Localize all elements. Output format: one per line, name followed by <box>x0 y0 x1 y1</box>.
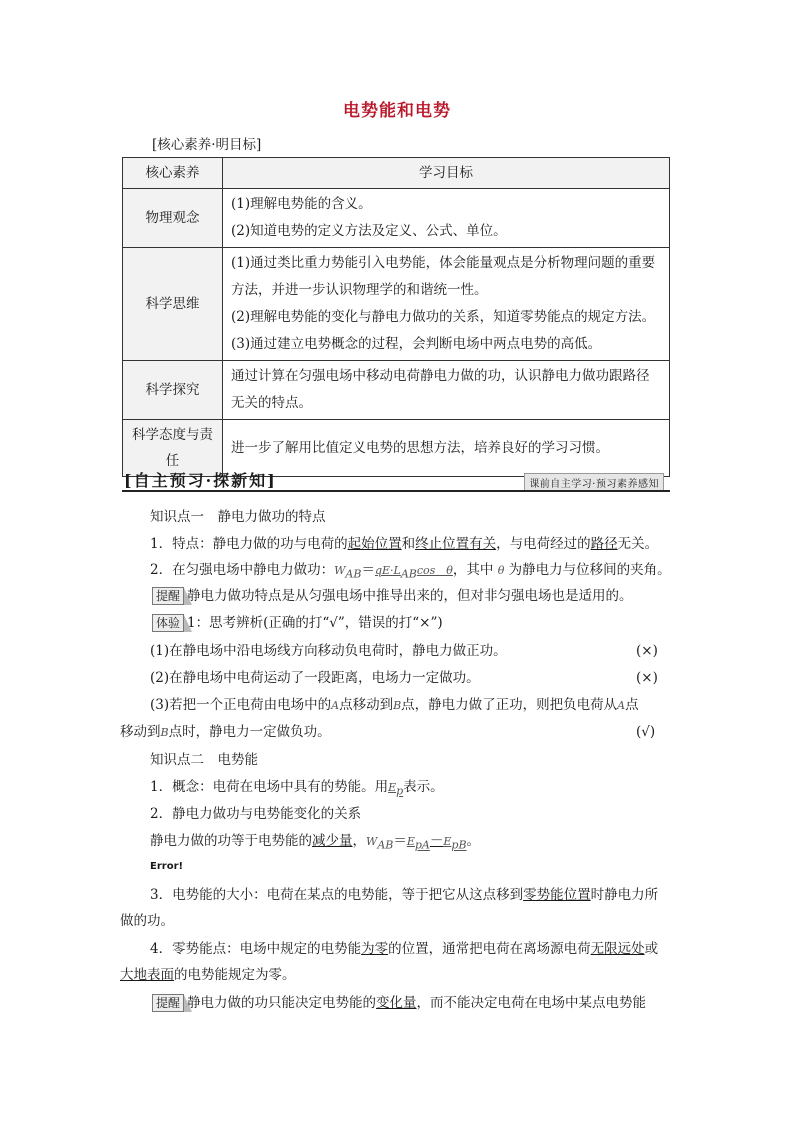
table-row <box>123 248 670 361</box>
table-header: 学习目标 <box>223 158 670 189</box>
answer-2: (×) <box>636 670 658 686</box>
table-cell-category: 科学思维 <box>123 248 223 361</box>
kp2-tip: 提醒 静电力做的功只能决定电势能的变化量，而不能决定电荷在电场中某点电势能 <box>152 992 646 1014</box>
error-text: Error! <box>150 861 184 872</box>
goals-table <box>122 157 670 477</box>
kp2-line-4-cont: 做的功。 <box>120 913 174 929</box>
tip-label: 提醒 <box>152 994 184 1012</box>
goal-item: (2)理解电势能的变化与静电力做功的关系，知道零势能点的规定方法。 <box>231 309 656 325</box>
kp1-experience: 体验 1：思考辨析(正确的打“√”，错误的打“×”) <box>152 612 443 634</box>
section-title: [自主预习·探新知] <box>124 471 277 490</box>
goal-item: 通过计算在匀强电场中移动电荷静电力做的功，认识静电力做功跟路径无关的特点。 <box>231 368 650 411</box>
tip-label: 提醒 <box>152 587 184 605</box>
kp2-line-2: 2．静电力做功与电势能变化的关系 <box>150 806 362 822</box>
kp1-heading: 知识点一 静电力做功的特点 <box>150 509 326 525</box>
answer-3: (√) <box>636 724 656 740</box>
kp1-line-2: 2．在匀强电场中静电力做功：$W_{AB}=qE\cdot L_{AB}\cos$ θ，其中 θ 为静电力与位移间的夹角。 <box>150 562 671 581</box>
question-2: (2)在静电场中电荷运动了一段距离，电场力一定做功。 <box>150 670 480 686</box>
table-header-row <box>123 158 670 189</box>
goal-item: (3)通过建立电势概念的过程，会判断电场中两点电势的高低。 <box>231 336 602 352</box>
kp1-tip: 提醒 静电力做功特点是从匀强电场中推导出来的，但对非匀强电场也是适用的。 <box>152 585 633 607</box>
table-cell-goals <box>223 420 670 477</box>
table-row <box>123 189 670 248</box>
section-header <box>122 470 670 492</box>
table-cell-goals <box>223 248 670 361</box>
question-3-cont: 移动到B点时，静电力一定做负功。 <box>120 724 331 740</box>
table-header: 核心素养 <box>123 158 223 189</box>
goal-item: (1)理解电势能的含义。 <box>231 196 372 212</box>
core-tag: [核心素养·明目标] <box>152 137 262 153</box>
kp2-line-5: 4．零势能点：电场中规定的电势能为零的位置，通常把电荷在离场源电荷无限远处或 <box>150 941 659 957</box>
table-cell-category: 科学探究 <box>123 361 223 420</box>
kp2-line-1: 1．概念：电荷在电场中具有的势能。用$E_p$表示。 <box>150 779 444 798</box>
answer-1: (×) <box>636 643 658 659</box>
goal-item: (2)知道电势的定义方法及定义、公式、单位。 <box>231 223 507 239</box>
kp2-line-5-cont: 大地表面的电势能规定为零。 <box>120 967 296 983</box>
table-row <box>123 420 670 477</box>
table-cell-category: 科学态度与责任 <box>123 420 223 477</box>
goal-item: 进一步了解用比值定义电势的思想方法，培养良好的学习习惯。 <box>231 439 609 456</box>
table-row <box>123 361 670 420</box>
question-3: (3)若把一个正电荷由电场中的A点移动到B点，静电力做了正功，则把负电荷从A点 <box>150 697 639 713</box>
table-cell-goals <box>223 189 670 248</box>
section-divider <box>122 490 670 492</box>
question-1: (1)在静电场中沿电场线方向移动负电荷时，静电力做正功。 <box>150 643 507 659</box>
page-title: 电势能和电势 <box>343 101 451 121</box>
kp1-line-1: 1．特点：静电力做的功与电荷的起始位置和终止位置有关，与电荷经过的路径无关。 <box>150 536 659 552</box>
experience-label: 体验 <box>152 614 184 632</box>
kp2-heading: 知识点二 电势能 <box>150 752 258 768</box>
table-cell-category: 物理观念 <box>123 189 223 248</box>
kp2-line-4: 3．电势能的大小：电荷在某点的电势能，等于把它从这点移到零势能位置时静电力所 <box>150 887 659 903</box>
kp2-line-3: 静电力做的功等于电势能的减少量，$W_{AB}=E_{pA}-E_{pB}$。 <box>150 833 481 852</box>
section-badge: 课前自主学习·预习素养感知 <box>524 473 664 492</box>
goal-item: (1)通过类比重力势能引入电势能，体会能量观点是分析物理问题的重要方法，并进一步认识物理学的和谐统一性。 <box>231 255 656 298</box>
table-cell-goals <box>223 361 670 420</box>
